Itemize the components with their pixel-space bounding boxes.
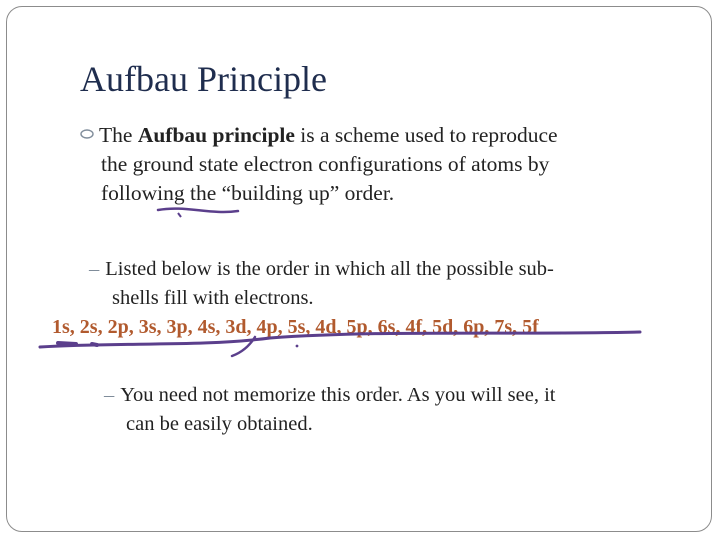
- bullet-line-1: [80, 121, 680, 150]
- sub-bullet-text-1: Listed below is the order in which all the possible sub-: [105, 258, 554, 280]
- sub-bullet2-line-2: can be easily obtained.: [126, 413, 313, 435]
- bullet-text-pre: The: [99, 123, 138, 147]
- bullet-text-bold: Aufbau principle: [137, 123, 295, 147]
- bullet-line-3: following the “building up” order.: [101, 181, 395, 205]
- sub-bullet-line-1: [89, 255, 679, 284]
- bullet-text-post: is a scheme used to reproduce: [294, 123, 558, 147]
- sub-bullet2-line-1: [104, 381, 664, 410]
- sub-bullet-memorize: [104, 381, 664, 439]
- slide-title: Aufbau Principle: [80, 59, 327, 99]
- sub-bullet-line-2: shells fill with electrons.: [112, 287, 314, 309]
- hollow-circle-bullet-icon: [80, 121, 96, 150]
- dash-bullet: –: [89, 258, 100, 280]
- bullet-point-aufbau: [80, 121, 680, 208]
- bullet-line-2: the ground state electron configurations of atoms by: [101, 152, 550, 176]
- sub-bullet2-text-1: You need not memorize this order. As you will see, it: [120, 384, 556, 406]
- orbital-order-sequence: 1s, 2s, 2p, 3s, 3p, 4s, 3d, 4p, 5s, 4d, 5p, 6s, 4f, 5d, 6p, 7s, 5f: [52, 316, 539, 338]
- dash-bullet: –: [104, 384, 115, 406]
- sub-bullet-listed: [89, 255, 679, 313]
